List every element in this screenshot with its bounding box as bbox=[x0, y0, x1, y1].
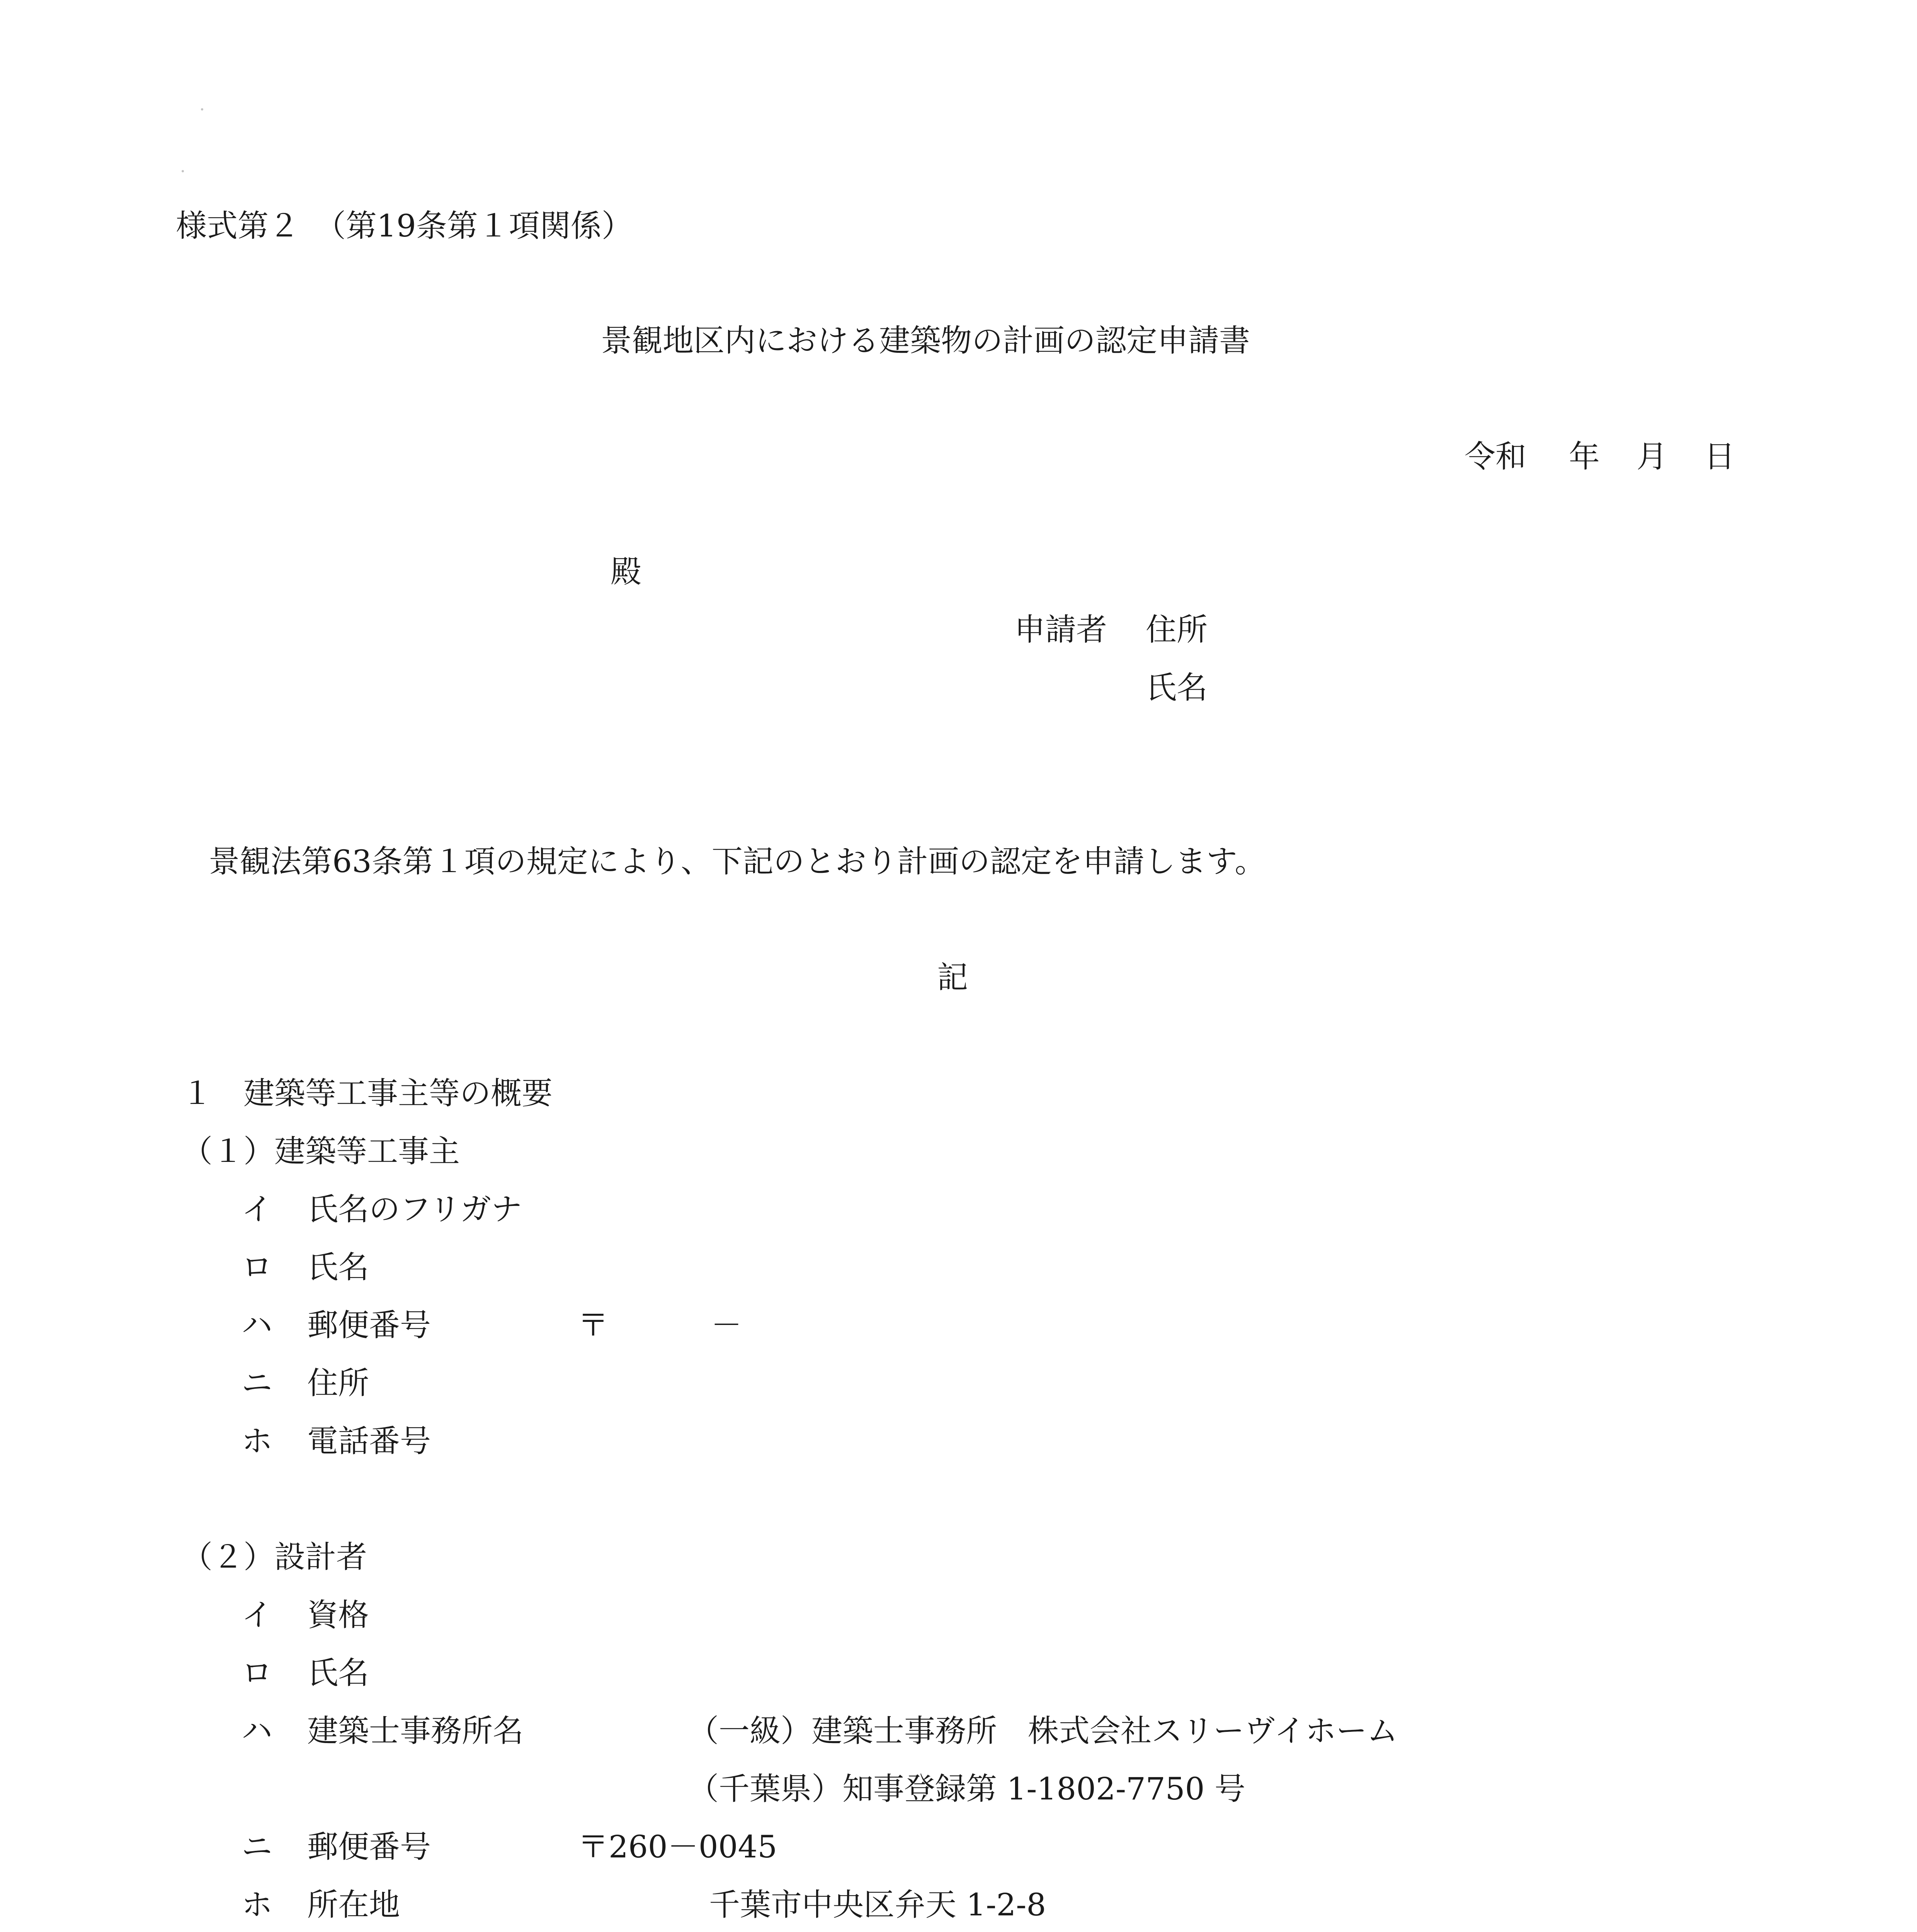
designer-heading: （２）設計者 bbox=[182, 1539, 367, 1575]
applicant-name-label: 氏名 bbox=[1146, 670, 1208, 706]
designer-item-label: 郵便番号 bbox=[307, 1829, 431, 1865]
designer-item-label: 建築士事務所名 bbox=[307, 1713, 524, 1749]
owner-item-mark: ロ bbox=[242, 1249, 272, 1285]
owner-postal-dash: － bbox=[711, 1307, 742, 1343]
owner-item-mark: ハ bbox=[242, 1307, 272, 1343]
designer-item-label: 所在地 bbox=[307, 1887, 400, 1923]
designer-item-mark: ホ bbox=[242, 1887, 272, 1923]
date-year: 年 bbox=[1569, 439, 1600, 474]
ki-heading: 記 bbox=[937, 959, 968, 995]
designer-office-name: （一級）建築士事務所 株式会社スリーヴイホーム bbox=[688, 1713, 1398, 1749]
scan-speck bbox=[201, 108, 203, 111]
designer-address: 千葉市中央区弁天 1-2-8 bbox=[709, 1887, 1046, 1923]
document-title: 景観地区内における建築物の計画の認定申請書 bbox=[601, 323, 1250, 359]
addressee-suffix: 殿 bbox=[611, 554, 641, 590]
designer-item-mark: ニ bbox=[242, 1829, 272, 1865]
owner-heading: （１）建築等工事主 bbox=[182, 1133, 460, 1169]
owner-item-label: 氏名のフリガナ bbox=[307, 1191, 522, 1227]
owner-item-mark: ホ bbox=[242, 1423, 272, 1459]
applicant-address-label: 住所 bbox=[1146, 612, 1208, 648]
designer-item-mark: ロ bbox=[242, 1655, 272, 1691]
designer-postal-code: 〒260－0045 bbox=[578, 1829, 777, 1865]
designer-item-mark: イ bbox=[242, 1597, 272, 1633]
applicant-label: 申請者 bbox=[1014, 612, 1107, 648]
owner-postal-mark: 〒 bbox=[578, 1307, 609, 1343]
date-era: 令和 bbox=[1465, 439, 1526, 474]
designer-item-mark: ハ bbox=[242, 1713, 272, 1749]
date-day: 日 bbox=[1704, 439, 1735, 474]
application-statement: 景観法第63条第１項の規定により、下記のとおり計画の認定を申請します。 bbox=[209, 844, 1266, 879]
form-number: 様式第２ （第19条第１項関係） bbox=[176, 208, 633, 244]
designer-item-label: 資格 bbox=[307, 1597, 369, 1633]
owner-item-label: 住所 bbox=[307, 1365, 369, 1401]
date-month: 月 bbox=[1636, 439, 1667, 474]
owner-item-mark: イ bbox=[242, 1191, 272, 1227]
designer-item-label: 氏名 bbox=[307, 1655, 369, 1691]
owner-item-mark: ニ bbox=[242, 1365, 272, 1401]
owner-item-label: 電話番号 bbox=[307, 1423, 431, 1459]
section-1-heading: １ 建築等工事主等の概要 bbox=[182, 1075, 553, 1111]
scan-speck bbox=[182, 170, 184, 172]
owner-item-label: 氏名 bbox=[307, 1249, 369, 1285]
owner-item-label: 郵便番号 bbox=[307, 1307, 431, 1343]
designer-office-registration: （千葉県）知事登録第 1-1802-7750 号 bbox=[688, 1771, 1246, 1807]
